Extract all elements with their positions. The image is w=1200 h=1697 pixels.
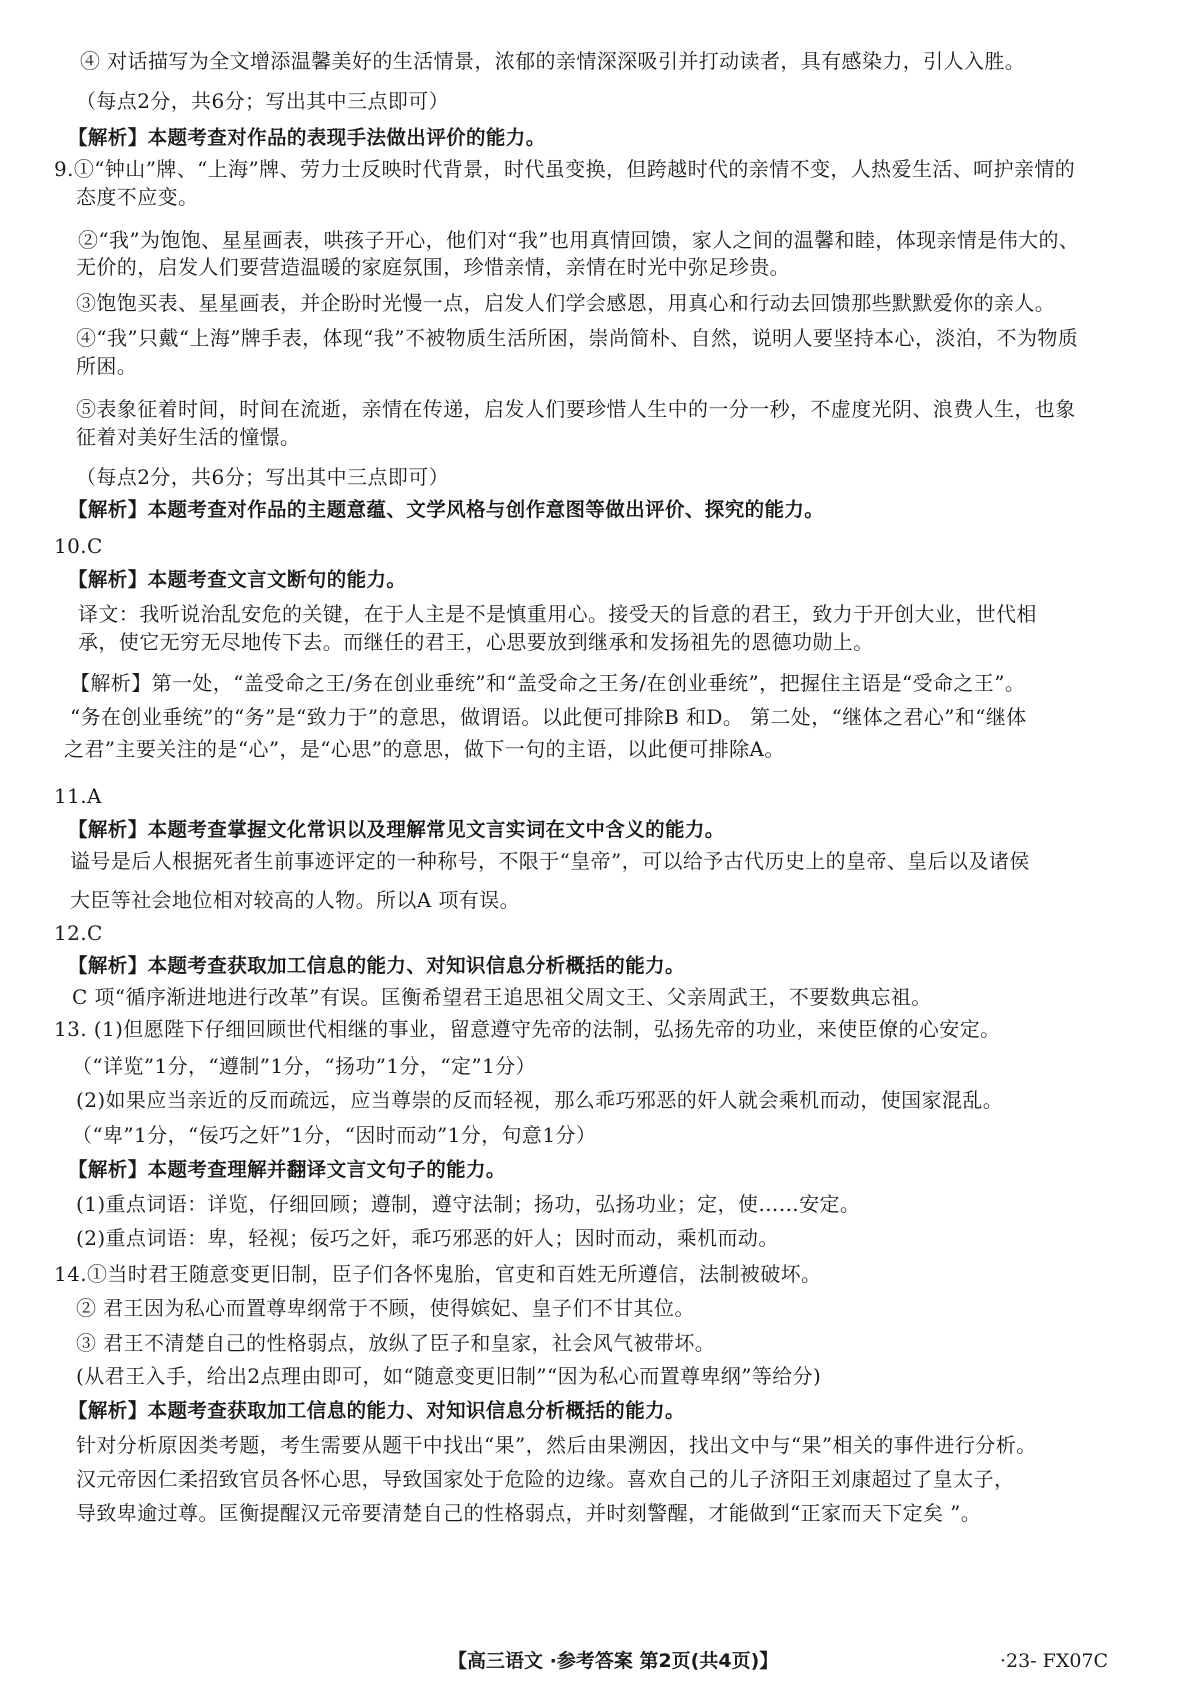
q9-point-4-line-2: 所困。 — [76, 354, 138, 378]
q9-analysis: 【解析】本题考查对作品的主题意蕴、文学风格与创作意图等做出评价、探究的能力。 — [68, 498, 825, 521]
q11-analysis: 【解析】本题考查掌握文化常识以及理解常见文言实词在文中含义的能力。 — [68, 818, 725, 841]
q8-analysis: 【解析】本题考查对作品的表现手法做出评价的能力。 — [68, 126, 546, 149]
q14-reason-3: ③ 君王不清楚自己的性格弱点，放纵了臣子和皇家，社会风气被带坏。 — [76, 1331, 716, 1355]
q9-point-2-line-1: ②“我”为饱饱、星星画表，哄孩子开心，他们对“我”也用真情回馈，家人之间的温馨和睦，体现亲情是伟大的、 — [78, 228, 1080, 252]
q13-sentence-2: (2)如果应当亲近的反而疏远，应当尊崇的反而轻视，那么乖巧邪恶的奸人就会乘机而动，使国家混乱。 — [76, 1088, 1004, 1112]
q9-point-4-line-1: ④“我”只戴“上海”牌手表，体现“我”不被物质生活所困，崇尚简朴、自然，说明人要坚持本心，淡泊，不为物质 — [76, 326, 1079, 350]
q14-explanation-line-1: 针对分析原因类考题，考生需要从题干中找出“果”，然后由果溯因，找出文中与“果”相关的事件进行分析。 — [76, 1433, 1037, 1457]
q8-point-4: ④ 对话描写为全文增添温馨美好的生活情景，浓郁的亲情深深吸引并打动读者，具有感染力，引人入胜。 — [80, 49, 1026, 73]
q10-explanation-line-1: 【解析】第一处，“盖受命之王/务在创业垂统”和“盖受命之王务/在创业垂统”，把握住主语是“受命之王”。 — [70, 671, 1026, 695]
q9-point-2-line-2: 无价的，启发人们要营造温暖的家庭氛围，珍惜亲情，亲情在时光中弥足珍贵。 — [76, 255, 790, 279]
q11-explanation-line-2: 大臣等社会地位相对较高的人物。所以A 项有误。 — [70, 888, 521, 912]
q9-point-3: ③饱饱买表、星星画表，并企盼时光慢一点，启发人们学会感恩，用真心和行动去回馈那些默默爱你的亲人。 — [76, 291, 1056, 315]
q11-explanation-line-1: 谥号是后人根据死者生前事迹评定的一种称号，不限于“皇帝”，可以给予古代历史上的皇帝、皇后以及诸侯 — [70, 849, 1030, 873]
q13-sentence-2-scoring: （“卑”1分，“佞巧之奸”1分，“因时而动”1分，句意1分） — [72, 1123, 597, 1147]
q9-scoring: （每点2分，共6分；写出其中三点即可） — [76, 465, 450, 489]
q12-answer: 12.C — [54, 921, 103, 945]
q14-analysis: 【解析】本题考查获取加工信息的能力、对知识信息分析概括的能力。 — [68, 1399, 685, 1422]
q14-reason-2: ② 君王因为私心而置尊卑纲常于不顾，使得嫔妃、皇子们不甘其位。 — [76, 1296, 695, 1320]
q10-explanation-line-3: 之君”主要关注的是“心”，是“心思”的意思，做下一句的主语，以此便可排除A。 — [64, 737, 785, 761]
q13-key-words-2: (2)重点词语：卑，轻视；佞巧之奸，乖巧邪恶的奸人；因时而动，乘机而动。 — [76, 1226, 779, 1250]
q11-answer: 11.A — [54, 784, 102, 808]
q10-analysis: 【解析】本题考查文言文断句的能力。 — [68, 568, 407, 591]
q9-point-1-line-2: 态度不应变。 — [76, 185, 199, 209]
footer-code: ·23- FX07C — [1000, 1650, 1109, 1672]
footer-title: 【高三语文 ·参考答案 第2页(共4页)】 — [448, 1650, 779, 1672]
q14-scoring: (从君王入手，给出2点理由即可，如“随意变更旧制”“因为私心而置尊卑纲”等给分) — [76, 1364, 822, 1388]
q9-point-1-line-1: 9.①“钟山”牌、“上海”牌、劳力士反映时代背景，时代虽变换，但跨越时代的亲情不变，人热爱生活、呵护亲情的 — [54, 157, 1076, 181]
q12-analysis: 【解析】本题考查获取加工信息的能力、对知识信息分析概括的能力。 — [68, 954, 685, 977]
q13-key-words-1: (1)重点词语：详览，仔细回顾；遵制，遵守法制；扬功，弘扬功业；定，使……安定。 — [76, 1192, 861, 1216]
q8-scoring: （每点2分，共6分；写出其中三点即可） — [76, 89, 450, 113]
q10-explanation-line-2: “务在创业垂统”的“务”是“致力于”的意思，做谓语。以此便可排除B 和D。 第二处，“继体之君心”和“继体 — [70, 705, 1027, 729]
q10-answer: 10.C — [54, 534, 103, 558]
q13-sentence-1: 13. (1)但愿陛下仔细回顾世代相继的事业，留意遵守先帝的法制，弘扬先帝的功业，来使臣僚的心安定。 — [54, 1017, 1001, 1041]
q13-sentence-1-scoring: （“详览”1分，“遵制”1分，“扬功”1分，“定”1分） — [72, 1054, 536, 1078]
q14-explanation-line-2: 汉元帝因仁柔招致官员各怀心思，导致国家处于危险的边缘。喜欢自己的儿子济阳王刘康超过了皇太子， — [76, 1467, 1015, 1491]
q14-explanation-line-3: 导致卑逾过尊。匡衡提醒汉元帝要清楚自己的性格弱点，并时刻警醒，才能做到“正家而天下定矣 ”。 — [76, 1501, 982, 1525]
q9-point-5-line-2: 征着对美好生活的憧憬。 — [76, 425, 301, 449]
q14-reason-1: 14.①当时君王随意变更旧制，臣子们各怀鬼胎，官吏和百姓无所遵信，法制被破坏。 — [54, 1262, 822, 1286]
q10-translation-line-1: 译文：我听说治乱安危的关键，在于人主是不是慎重用心。接受天的旨意的君王，致力于开创大业，世代相 — [78, 602, 1037, 626]
q13-analysis: 【解析】本题考查理解并翻译文言文句子的能力。 — [68, 1158, 506, 1181]
q10-translation-line-2: 承，使它无穷无尽地传下去。而继任的君王，心思要放到继承和发扬祖先的恩德功勋上。 — [78, 630, 874, 654]
q12-explanation: C 项“循序渐进地进行改革”有误。匡衡希望君王追思祖父周文王、父亲周武王，不要数典忘祖。 — [72, 985, 932, 1009]
q9-point-5-line-1: ⑤表象征着时间，时间在流逝，亲情在传递，启发人们要珍惜人生中的一分一秒，不虚度光阴、浪费人生，也象 — [76, 397, 1076, 421]
